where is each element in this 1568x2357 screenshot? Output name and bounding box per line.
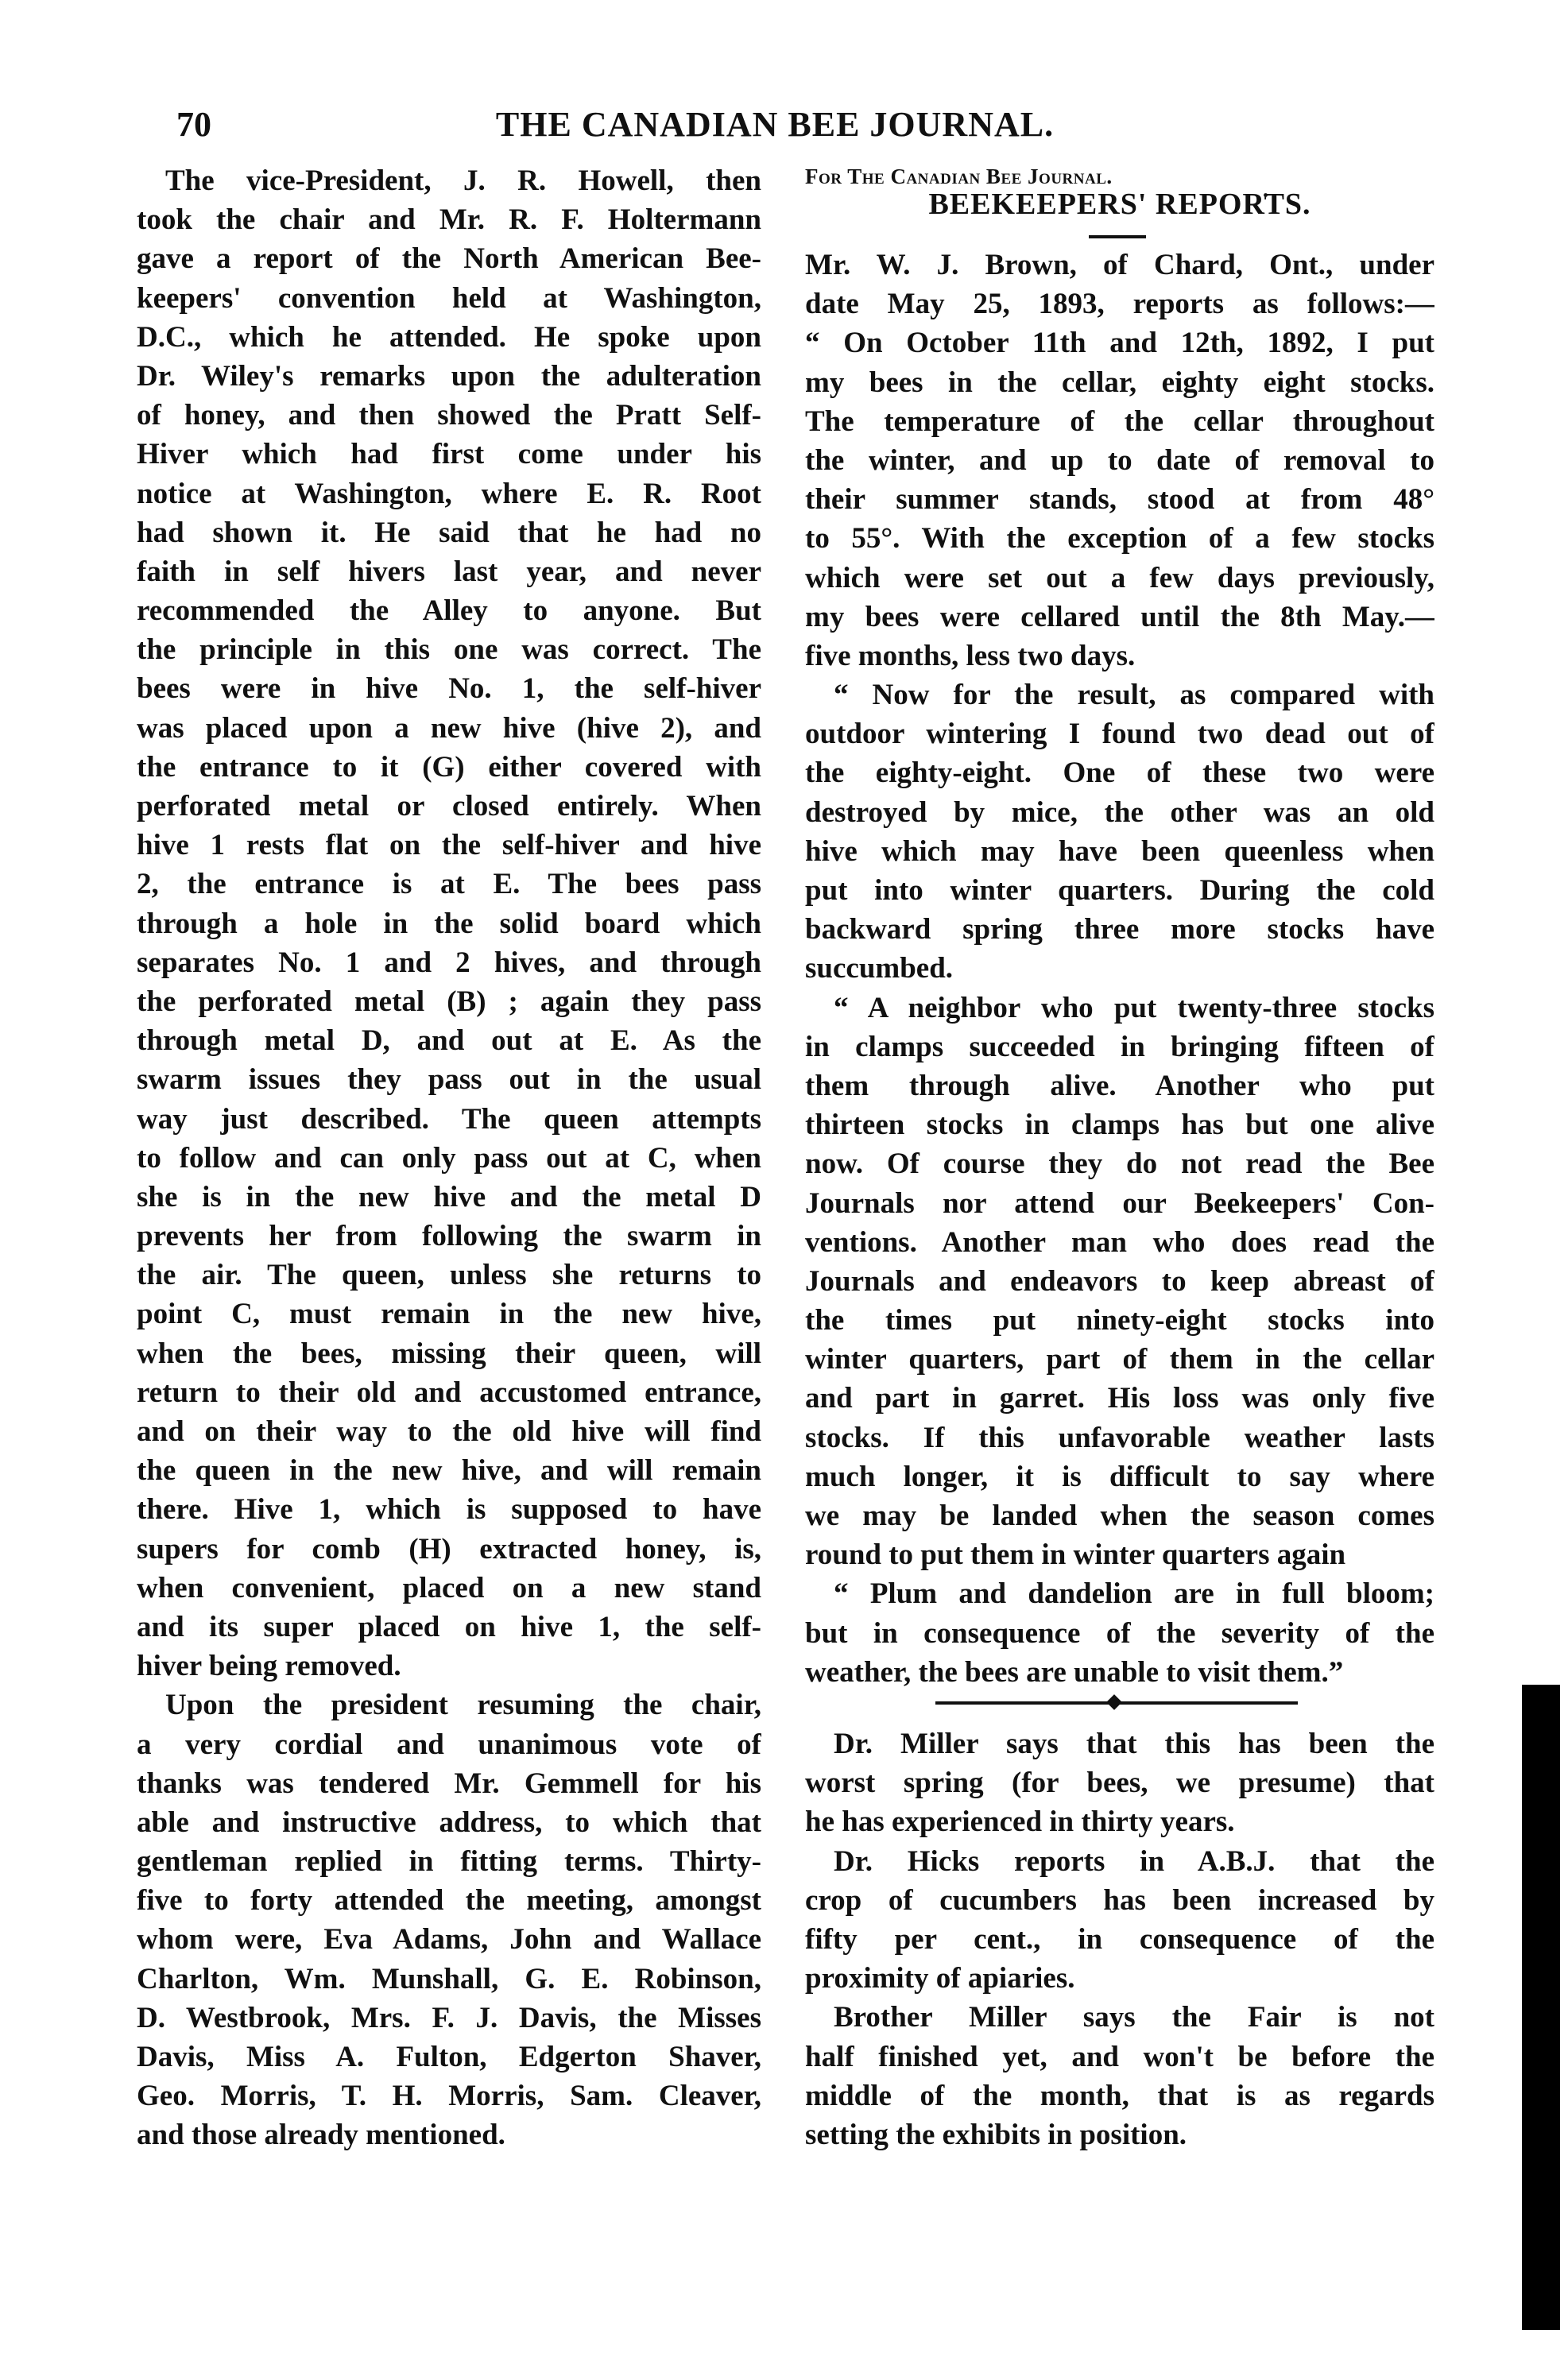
text-line: Mr. W. J. Brown, of Chard, Ont., under	[805, 249, 1434, 281]
text-line: return to their old and accustomed entrance,	[137, 1376, 761, 1409]
text-line: through metal D, and out at E. As the	[137, 1024, 761, 1058]
text-line: now. Of course they do not read the Bee	[805, 1148, 1434, 1181]
text-line: setting the exhibits in position.	[805, 2118, 1187, 2151]
text-line: able and instructive address, to which that	[137, 1805, 761, 1839]
text-line: point C, must remain in the new hive,	[137, 1298, 761, 1331]
text-line: but in consequence of the severity of the	[805, 1616, 1434, 1650]
text-line: thanks was tendered Mr. Gemmell for his	[137, 1767, 761, 1800]
text-line: took the chair and Mr. R. F. Holtermann	[137, 203, 761, 237]
text-line: whom were, Eva Adams, John and Wallace	[137, 1923, 761, 1956]
text-line: way just described. The queen attempts	[137, 1102, 761, 1136]
text-line: had shown it. He said that he had no	[137, 516, 761, 549]
text-line: “ Plum and dandelion are in full bloom;	[834, 1577, 1434, 1611]
text-line: the perforated metal (B) ; again they pass	[137, 985, 761, 1018]
text-line: was placed upon a new hive (hive 2), and	[137, 711, 761, 745]
text-line: and part in garret. His loss was only five	[805, 1382, 1434, 1415]
text-line: of honey, and then showed the Pratt Self-	[137, 399, 761, 432]
article-credit: For The Canadian Bee Journal.	[805, 164, 1113, 188]
text-line: them through alive. Another who put	[805, 1069, 1434, 1102]
paragraph	[805, 1574, 1434, 1692]
text-line: hive 1 rests flat on the self-hiver and hive	[137, 829, 761, 862]
text-line: Journals and endeavors to keep abreast of	[805, 1264, 1434, 1298]
paragraph	[805, 1724, 1434, 1842]
reports-body	[805, 246, 1434, 1692]
text-line: my bees were cellared until the 8th May.—	[805, 600, 1434, 633]
paragraph	[805, 1998, 1434, 2154]
text-line: to follow and can only pass out at C, when	[137, 1141, 761, 1175]
text-line: thirteen stocks in clamps has but one alive	[805, 1109, 1434, 1142]
paragraph	[805, 675, 1434, 989]
section-title: BEEKEEPERS' REPORTS.	[928, 188, 1311, 221]
text-line: middle of the month, that is as regards	[805, 2079, 1434, 2112]
text-line: faith in self hivers last year, and never	[137, 555, 761, 588]
text-line: bees were in hive No. 1, the self-hiver	[137, 672, 761, 706]
text-line: keepers' convention held at Washington,	[137, 281, 761, 315]
paragraph	[805, 246, 1434, 675]
text-line: when convenient, placed on a new stand	[137, 1571, 761, 1604]
text-line: much longer, it is difficult to say where	[805, 1460, 1434, 1493]
text-line: “ Now for the result, as compared with	[834, 679, 1434, 712]
text-line: five to forty attended the meeting, amongst	[137, 1884, 761, 1918]
text-line: when the bees, missing their queen, will	[137, 1337, 761, 1370]
text-line: the principle in this one was correct. The	[137, 633, 761, 667]
text-line: she is in the new hive and the metal D	[137, 1180, 761, 1213]
paragraph	[805, 989, 1434, 1575]
text-line: Brother Miller says the Fair is not	[834, 2001, 1434, 2034]
text-line: and on their way to the old hive will find	[137, 1415, 761, 1448]
text-line: the eighty-eight. One of these two were	[805, 757, 1434, 790]
text-line: stocks. If this unfavorable weather lasts	[805, 1421, 1434, 1454]
left-column	[137, 161, 761, 2155]
text-line: round to put them in winter quarters again	[805, 1538, 1346, 1572]
text-line: date May 25, 1893, reports as follows:—	[805, 288, 1434, 321]
running-title: THE CANADIAN BEE JOURNAL.	[495, 105, 1055, 144]
text-line: separates No. 1 and 2 hives, and through	[137, 946, 761, 979]
text-line: “ On October 11th and 12th, 1892, I put	[805, 327, 1434, 360]
text-line: outdoor wintering I found two dead out of	[805, 718, 1434, 751]
text-line: Davis, Miss A. Fulton, Edgerton Shaver,	[137, 2041, 761, 2073]
text-line: D.C., which he attended. He spoke upon	[137, 320, 761, 354]
text-line: the entrance to it (G) either covered with	[137, 750, 761, 784]
text-line: supers for comb (H) extracted honey, is,	[137, 1532, 761, 1566]
text-line: succumbed.	[805, 952, 954, 985]
text-line: 2, the entrance is at E. The bees pass	[137, 868, 761, 901]
text-line: prevents her from following the swarm in	[137, 1220, 761, 1253]
text-line: their summer stands, stood at from 48°	[805, 483, 1434, 517]
notes-column	[805, 1724, 1434, 2154]
text-line: five months, less two days.	[805, 639, 1136, 672]
text-line: ventions. Another man who does read the	[805, 1225, 1434, 1259]
text-line: perforated metal or closed entirely. When	[137, 790, 761, 822]
text-line: and those already mentioned.	[137, 2119, 505, 2152]
text-line: the queen in the new hive, and will remain	[137, 1454, 761, 1488]
title-rule	[1089, 235, 1146, 238]
text-line: there. Hive 1, which is supposed to have	[137, 1493, 761, 1527]
text-line: through a hole in the solid board which	[137, 907, 761, 940]
text-line: Dr. Miller says that this has been the	[834, 1728, 1434, 1760]
text-line: notice at Washington, where E. R. Root	[137, 477, 761, 510]
text-line: Upon the president resuming the chair,	[165, 1689, 761, 1722]
text-line: gentleman replied in fitting terms. Thirty-	[137, 1845, 761, 1879]
text-line: we may be landed when the season comes	[805, 1500, 1434, 1532]
text-line: which were set out a few days previously,	[805, 561, 1434, 594]
text-line: worst spring (for bees, we presume) that	[805, 1767, 1434, 1800]
paragraph	[137, 161, 761, 1686]
text-line: Hiver which had first come under his	[137, 438, 761, 471]
text-line: the winter, and up to date of removal to	[805, 443, 1434, 477]
text-line: put into winter quarters. During the cold	[805, 874, 1434, 907]
text-line: the times put ninety-eight stocks into	[805, 1304, 1434, 1337]
text-line: half finished yet, and won't be before the	[805, 2040, 1434, 2073]
text-line: the air. The queen, unless she returns to	[137, 1259, 761, 1292]
paragraph	[137, 1686, 761, 2154]
text-line: backward spring three more stocks have	[805, 913, 1434, 946]
text-line: Dr. Wiley's remarks upon the adulteration	[137, 359, 761, 393]
text-line: Dr. Hicks reports in A.B.J. that the	[834, 1844, 1434, 1878]
text-line: hive which may have been queenless when	[805, 834, 1434, 868]
text-line: fifty per cent., in consequence of the	[805, 1922, 1434, 1956]
text-line: and its super placed on hive 1, the self-	[137, 1610, 761, 1643]
text-line: gave a report of the North American Bee-	[137, 242, 761, 276]
text-line: weather, the bees are unable to visit them.”	[805, 1655, 1344, 1689]
text-line: The temperature of the cellar throughout	[805, 404, 1434, 438]
text-line: Charlton, Wm. Munshall, G. E. Robinson,	[137, 1962, 761, 1995]
paragraph	[805, 1842, 1434, 1999]
scan-edge-bar	[1522, 1685, 1560, 2330]
text-line: recommended the Alley to anyone. But	[137, 594, 761, 628]
text-line: Journals nor attend our Beekeepers' Con-	[805, 1186, 1434, 1220]
text-line: D. Westbrook, Mrs. F. J. Davis, the Misses	[137, 2001, 761, 2034]
text-line: destroyed by mice, the other was an old	[805, 795, 1434, 829]
text-line: in clamps succeeded in bringing fifteen of	[805, 1030, 1434, 1063]
text-line: winter quarters, part of them in the cellar	[805, 1343, 1434, 1376]
text-line: to 55°. With the exception of a few stocks	[805, 522, 1434, 555]
text-line: proximity of apiaries.	[805, 1962, 1075, 1995]
text-line: a very cordial and unanimous vote of	[137, 1728, 761, 1761]
text-line: The vice-President, J. R. Howell, then	[165, 164, 761, 197]
text-line: crop of cucumbers has been increased by	[805, 1883, 1434, 1917]
text-line: my bees in the cellar, eighty eight stocks.	[805, 366, 1434, 399]
text-line: hiver being removed.	[137, 1650, 401, 1683]
page-number: 70	[176, 105, 211, 144]
divider-ornament	[1106, 1694, 1122, 1710]
text-line: swarm issues they pass out in the usual	[137, 1063, 761, 1097]
text-line: “ A neighbor who put twenty-three stocks	[834, 991, 1434, 1024]
text-line: Geo. Morris, T. H. Morris, Sam. Cleaver,	[137, 2080, 761, 2113]
text-line: he has experienced in thirty years.	[805, 1805, 1235, 1839]
